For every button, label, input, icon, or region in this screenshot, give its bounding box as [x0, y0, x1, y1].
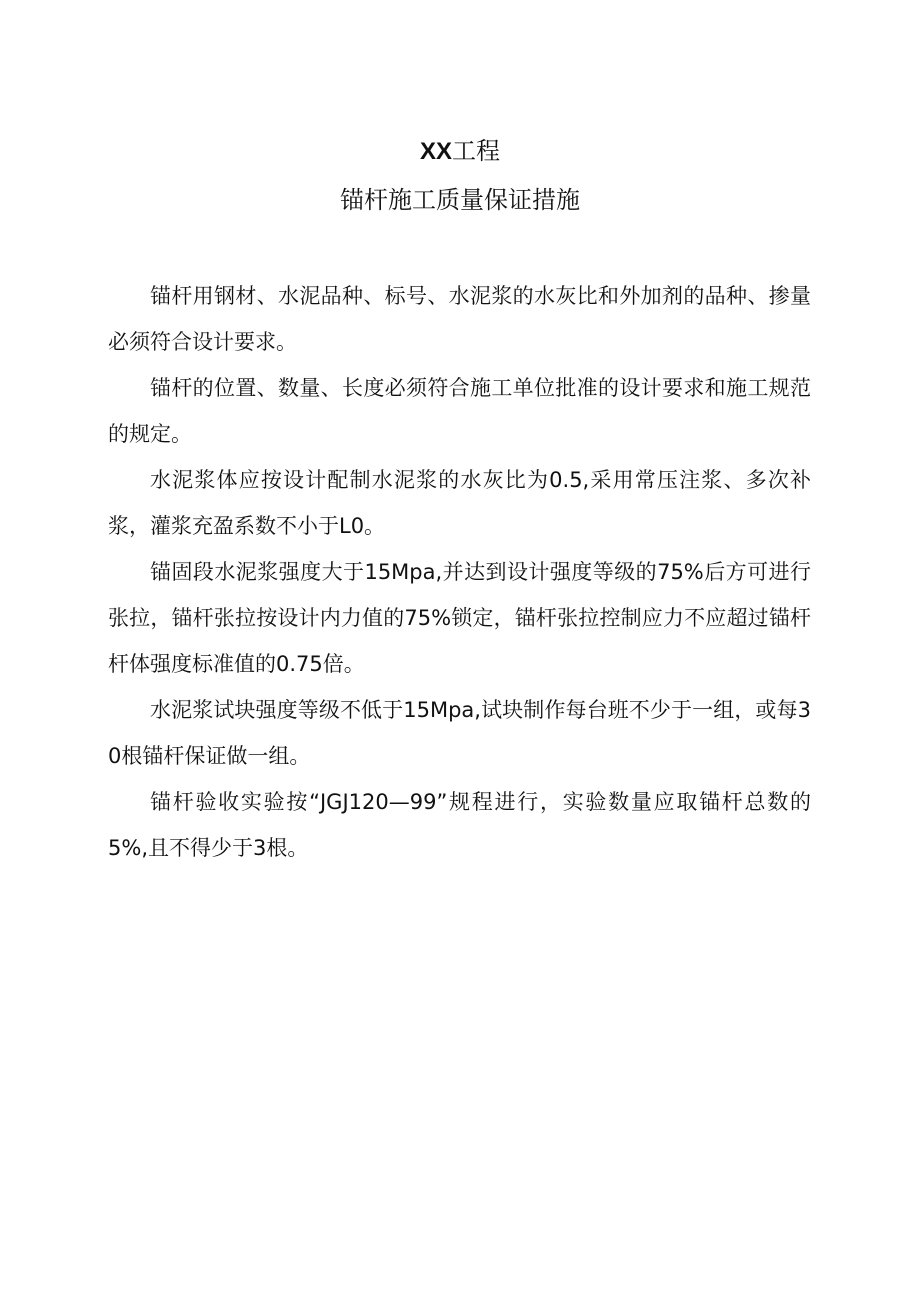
- title-project-word: 工程: [452, 137, 500, 165]
- paragraph-grouting: 水泥浆体应按设计配制水泥浆的水灰比为0.5,采用常压注浆、多次补浆，灌浆充盈系数不小于L0。: [108, 468, 811, 538]
- title-project-code: XX: [419, 138, 452, 165]
- document-title: [0, 136, 920, 167]
- paragraph-position: 锚杆的位置、数量、长度必须符合施工单位批准的设计要求和施工规范的规定。: [108, 376, 811, 446]
- paragraph-test-block: 水泥浆试块强度等级不低于15Mpa,试块制作每台班不少于一组，或每30根锚杆保证做一组。: [108, 698, 811, 768]
- paragraph-tensioning: 锚固段水泥浆强度大于15Mpa,并达到设计强度等级的75%后方可进行张拉，锚杆张拉按设计内力值的75%锁定，锚杆张拉控制应力不应超过锚杆杆体强度标准值的0.75倍。: [108, 560, 811, 676]
- document-body: [108, 273, 811, 871]
- paragraph-acceptance: 锚杆验收实验按“JGJ120—99”规程进行，实验数量应取锚杆总数的5%,且不得少于3根。: [108, 790, 811, 860]
- document-subtitle: 锚杆施工质量保证措施: [340, 186, 580, 214]
- paragraph-materials: 锚杆用钢材、水泥品种、标号、水泥浆的水灰比和外加剂的品种、掺量必须符合设计要求。: [108, 284, 811, 354]
